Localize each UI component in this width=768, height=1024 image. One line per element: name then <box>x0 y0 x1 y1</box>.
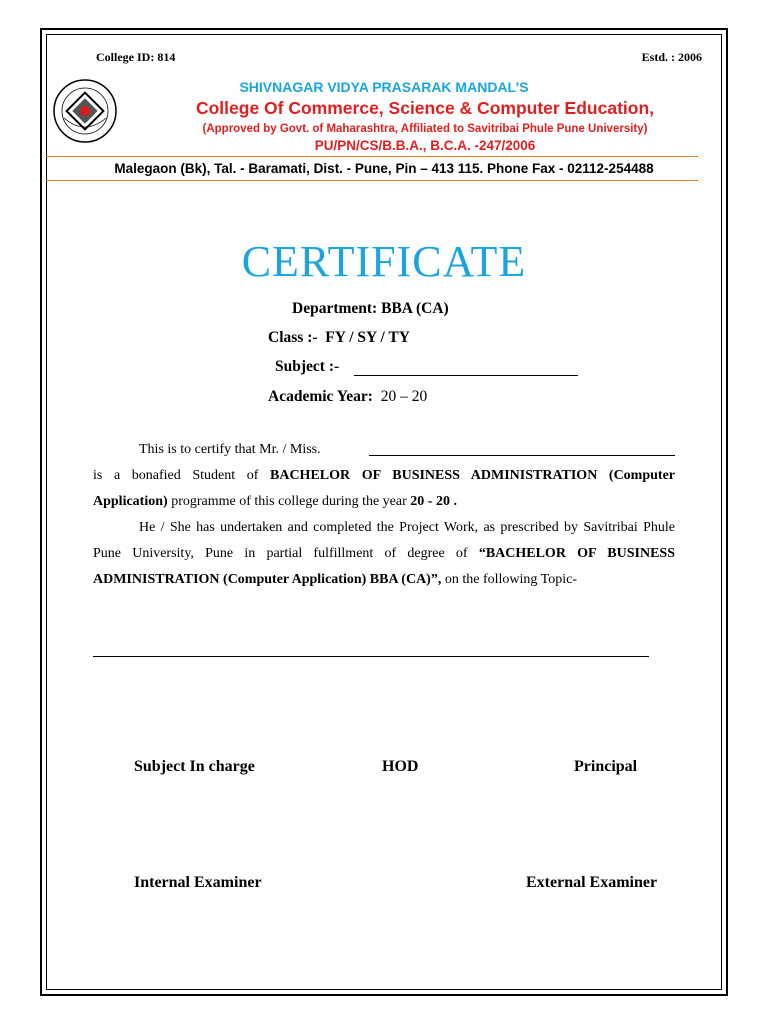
principal-signature: Principal <box>574 758 638 775</box>
certificate-title: CERTIFICATE <box>241 237 527 286</box>
topic-text: on the following Topic- <box>444 572 577 587</box>
society-name: SHIVNAGAR VIDYA PRASARAK MANDAL’S <box>239 79 529 95</box>
department-row <box>292 300 449 318</box>
college-id: College ID: 814 <box>96 50 176 64</box>
internal-examiner-signature: Internal Examiner <box>134 874 262 891</box>
degree-name: “BACHELOR OF BUSINESS ADMINISTRATION (Computer Application) BBA (CA)”, <box>93 546 675 587</box>
department-value: BBA (CA) <box>381 300 449 317</box>
external-examiner-signature: External Examiner <box>526 874 658 891</box>
student-name-blank-line <box>369 455 675 456</box>
hod-signature: HOD <box>382 758 419 775</box>
bonafide-text: is a bonafied Student of <box>93 468 259 483</box>
subject-incharge-signature: Subject In charge <box>134 758 255 775</box>
academic-year-label: Academic Year: <box>268 388 373 405</box>
college-address: Malegaon (Bk), Tal. - Baramati, Dist. - Pune, Pin – 413 115. Phone Fax - 02112-254488 <box>114 161 654 176</box>
header-rule-top <box>46 156 698 157</box>
department-label: Department: <box>292 300 378 317</box>
registration-code: PU/PN/CS/B.B.A., B.C.A. -247/2006 <box>314 138 536 153</box>
college-name: College Of Commerce, Science & Computer Education, <box>195 98 655 118</box>
class-row <box>268 329 410 347</box>
programme-text: programme of this college during the year <box>171 494 407 509</box>
class-value: FY / SY / TY <box>325 329 410 346</box>
certify-paragraph <box>93 437 675 515</box>
topic-blank-line <box>93 656 649 657</box>
academic-year-row <box>268 388 427 406</box>
programme-year: 20 - 20 . <box>410 494 457 509</box>
class-label: Class :- <box>268 329 318 346</box>
certify-intro: This is to certify that Mr. / Miss. <box>139 442 321 457</box>
approval-text: (Approved by Govt. of Maharashtra, Affiliated to Savitribai Phule Pune University) <box>202 123 648 135</box>
header-rule-bottom <box>46 180 698 181</box>
project-text: He / She has undertaken and completed the Project Work, as prescribed by Savitribai Phule Pune University, Pune in partial fulfillment of degree of <box>93 520 675 561</box>
established-year: Estd. : 2006 <box>641 50 702 64</box>
academic-year-value: 20 – 20 <box>380 388 428 405</box>
programme-name: BACHELOR OF BUSINESS ADMINISTRATION (Computer Application) <box>93 468 676 509</box>
subject-row <box>275 358 339 376</box>
project-paragraph <box>93 515 675 593</box>
subject-label: Subject :- <box>275 358 340 375</box>
subject-blank-line <box>354 375 578 376</box>
